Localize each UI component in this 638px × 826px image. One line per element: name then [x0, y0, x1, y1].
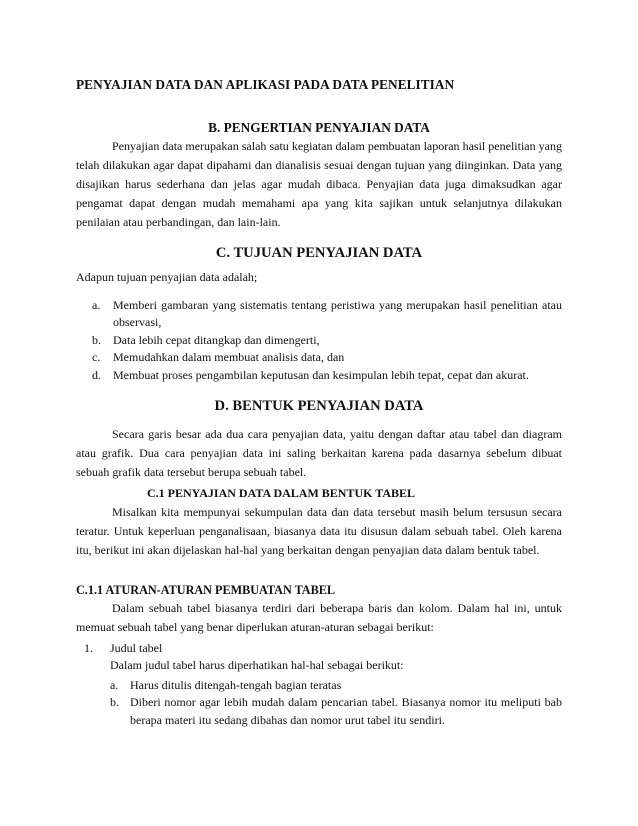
- purpose-item-d: [76, 367, 562, 384]
- list-item-text: Harus ditulis ditengah-tengah bagian teratas: [130, 678, 342, 692]
- document-title: PENYAJIAN DATA DAN APLIKASI PADA DATA PENELITIAN: [76, 77, 455, 92]
- section-c1-paragraph: Misalkan kita mempunyai sekumpulan data dan data tersebut masih belum tersusun secara teratur. Untuk keperluan penganalisaan, biasanya data itu disusun dalam sebuah tabel. Oleh karena itu, berikut ini akan dijelaskan hal-hal yang berkaitan dengan penyajian data dalam bentuk tabel.: [76, 505, 562, 557]
- list-marker: a.: [92, 298, 101, 312]
- list-marker: b.: [92, 332, 101, 347]
- list-item-text: Diberi nomor agar lebih mudah dalam pencarian tabel. Biasanya nomor itu meliputi bab berapa materi itu sedang dibahas dan nomor urut tabel itu sendiri.: [130, 695, 562, 727]
- list-marker: 1.: [84, 641, 93, 655]
- rules-list: [76, 640, 562, 675]
- section-c-heading: C. TUJUAN PENYAJIAN DATA: [215, 245, 423, 261]
- rule-item-1: [76, 640, 562, 675]
- list-marker: c.: [92, 350, 101, 365]
- subitem-b: [76, 694, 562, 729]
- list-marker: b.: [110, 695, 119, 710]
- rule-description: Dalam judul tabel harus diperhatikan hal-hal sebagai berikut:: [110, 658, 404, 673]
- purpose-item-b: [76, 332, 562, 349]
- rule-title: Judul tabel: [110, 641, 163, 655]
- list-item-text: Memudahkan dalam membuat analisis data, dan: [113, 350, 345, 365]
- purpose-item-c: [76, 349, 562, 366]
- section-b-paragraph: Penyajian data merupakan salah satu kegiatan dalam pembuatan laporan hasil penelitian yang telah dilakukan agar dapat dipahami dan dianalisis sesuai dengan tujuan yang diinginkan. Data yang disajikan harus sederhana dan jelas agar mudah dibaca. Penyajian data juga dimaksudkan agar pengamat dapat dengan mudah memahami apa yang kita sajikan untuk selanjutnya dilakukan penilaian atau perbandingan, dan lain-lain.: [76, 139, 562, 229]
- purpose-list: [76, 297, 562, 384]
- list-marker: a.: [110, 678, 119, 692]
- section-b-heading: B. PENGERTIAN PENYAJIAN DATA: [208, 120, 430, 135]
- section-d-heading: D. BENTUK PENYAJIAN DATA: [214, 398, 424, 414]
- section-c1-heading: C.1 PENYAJIAN DATA DALAM BENTUK TABEL: [147, 486, 416, 500]
- section-c11-paragraph: Dalam sebuah tabel biasanya terdiri dari beberapa baris dan kolom. Dalam hal ini, untuk memuat sebuah tabel yang benar diperlukan aturan-aturan sebagai berikut:: [76, 601, 562, 634]
- list-item-text: Memberi gambaran yang sistematis tentang peristiwa yang merupakan hasil penelitian atau observasi,: [113, 298, 562, 330]
- title-rules-sublist: [76, 677, 562, 729]
- list-marker: d.: [92, 367, 101, 382]
- purpose-item-a: [76, 297, 562, 332]
- section-d-paragraph: Secara garis besar ada dua cara penyajian data, yaitu dengan daftar atau tabel dan diagram atau grafik. Dua cara penyajian data ini saling berkaitan karena pada dasarnya sebelum dibuat sebuah grafik data tersebut berupa sebuah tabel.: [76, 427, 562, 479]
- section-c-intro: Adapun tujuan penyajian data adalah;: [76, 270, 258, 284]
- list-item-text: Data lebih cepat ditangkap dan dimengerti,: [113, 332, 320, 347]
- subitem-a: [76, 677, 562, 694]
- section-c11-heading: C.1.1 ATURAN-ATURAN PEMBUATAN TABEL: [76, 583, 335, 597]
- list-item-text: Membuat proses pengambilan keputusan dan kesimpulan lebih tepat, cepat dan akurat.: [113, 367, 529, 382]
